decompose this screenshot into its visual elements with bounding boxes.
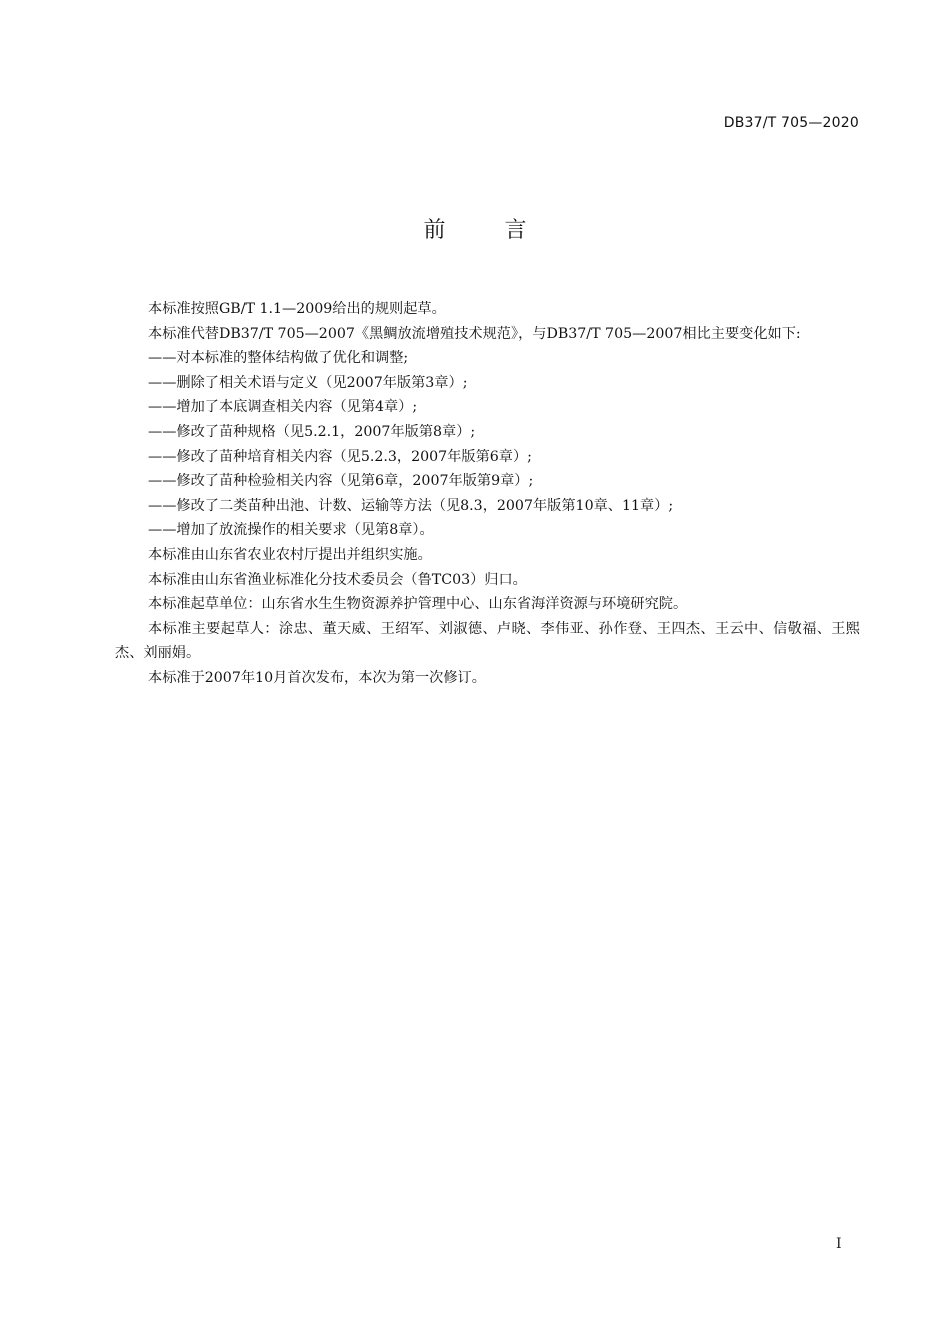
page-title: 前 言 (423, 218, 553, 243)
paragraph-proposer: 本标准由山东省农业农村厅提出并组织实施。 (148, 546, 432, 563)
paragraph-replacement: 本标准代替DB37/T 705—2007《黑鲷放流增殖技术规范》，与DB37/T 705—2007相比主要变化如下: (148, 325, 801, 342)
change-item: ——增加了放流操作的相关要求（见第8章）。 (148, 522, 434, 539)
paragraph-committee: 本标准由山东省渔业标准化分技术委员会（鲁TC03）归口。 (148, 571, 527, 588)
foreword-body (115, 297, 860, 691)
change-item: ——修改了苗种检验相关内容（见第6章，2007年版第9章）; (148, 473, 534, 490)
paragraph-history: 本标准于2007年10月首次发布，本次为第一次修订。 (148, 669, 486, 686)
page-number: I (836, 1236, 842, 1252)
paragraph-drafting-units: 本标准起草单位：山东省水生生物资源养护管理中心、山东省海洋资源与环境研究院。 (148, 596, 688, 613)
change-item: ——修改了二类苗种出池、计数、运输等方法（见8.3，2007年版第10章、11章）; (148, 497, 674, 514)
change-item: ——增加了本底调查相关内容（见第4章）; (148, 399, 418, 416)
document-code: DB37/T 705—2020 (723, 115, 859, 131)
change-item: ——修改了苗种规格（见5.2.1，2007年版第8章）; (148, 423, 476, 440)
change-item: ——删除了相关术语与定义（见2007年版第3章）; (148, 374, 468, 391)
change-item: ——对本标准的整体结构做了优化和调整; (148, 350, 409, 367)
paragraph-drafting-rules: 本标准按照GB/T 1.1—2009给出的规则起草。 (148, 301, 446, 317)
change-item: ——修改了苗种培育相关内容（见5.2.3，2007年版第6章）; (148, 448, 532, 465)
paragraph-drafters: 本标准主要起草人：涂忠、董天威、王绍军、刘淑德、卢晓、李伟亚、孙作登、王四杰、王云中、信敬福、王熙杰、刘丽娟。 (115, 620, 860, 662)
